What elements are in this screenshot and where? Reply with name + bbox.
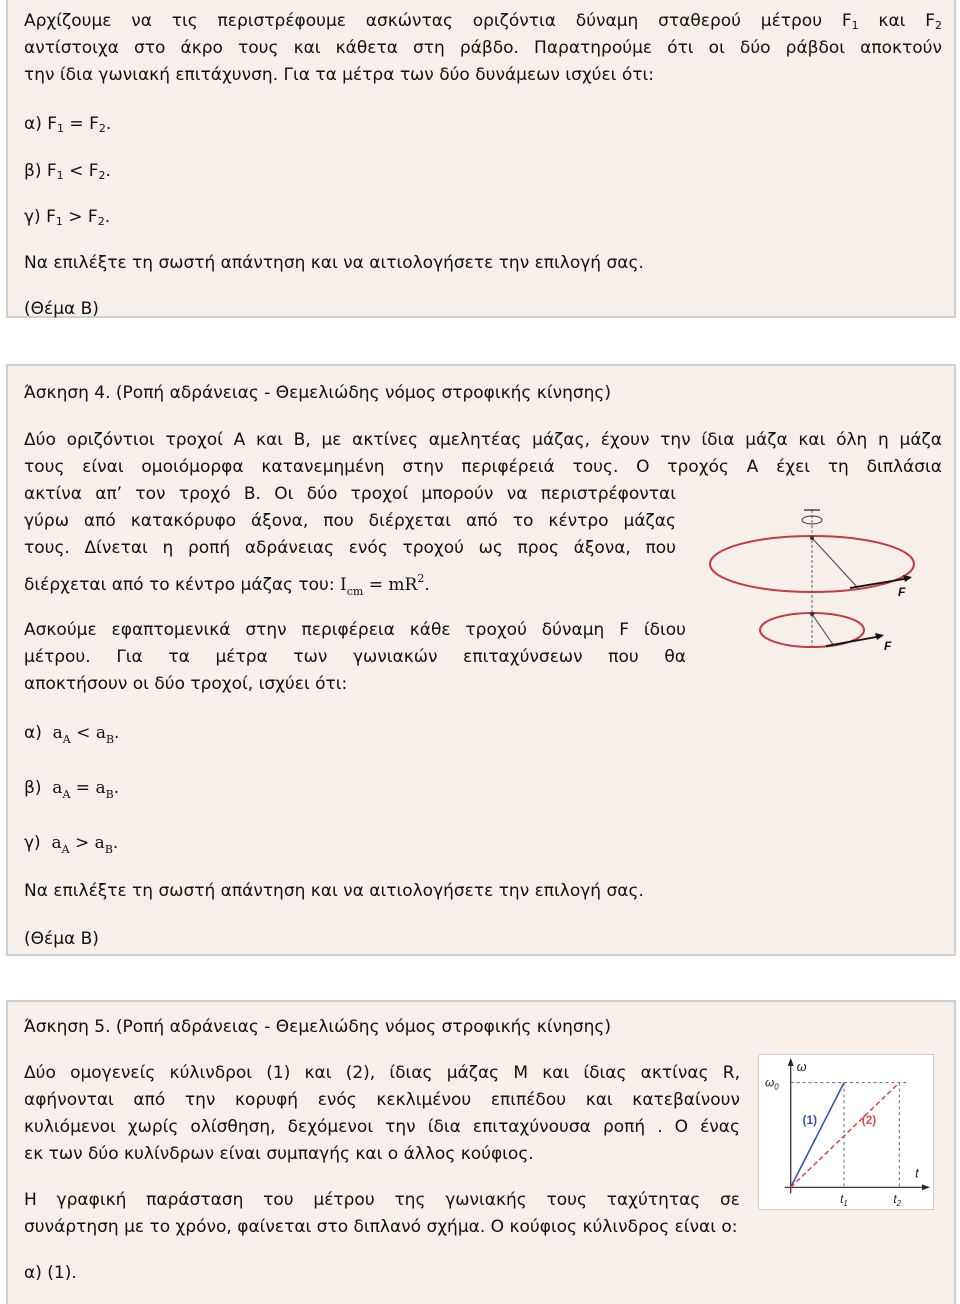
wheel-a (710, 536, 914, 592)
instruction: Να επιλέξτε τη σωστή απάντηση και να αιτιολογήσετε την επιλογή σας. (24, 253, 644, 273)
ex5-paragraph2-line-2: συνάρτηση με το χρόνο, φαίνεται στο διπλανό σχήμα. Ο κούφιος κύλινδρος είναι ο: (24, 1217, 738, 1237)
ex5-paragraph-line-4: εκ των δύο κυλίνδρων είναι συμπαγής και ο άλλος κούφιος. (24, 1144, 534, 1164)
option-a: α) $F_1 = F_2$. (24, 114, 112, 135)
question-box-previous (6, 0, 956, 318)
omega0-label: ω (765, 1075, 775, 1090)
ex4-paragraph-line-5: τους. Δίνεται η ροπή αδράνειας ενός τροχού ως προς άξονα, που (24, 538, 676, 558)
svg-text:t1 (840, 1192, 848, 1208)
theme-label: (Θέμα Β) (24, 299, 99, 319)
ex4-option-c: γ) $a_A > a_B$. (24, 833, 119, 856)
ex4-paragraph-line-1: Δύο οριζόντιοι τροχοί Α και Β, με ακτίνες αμελητέας μάζας, έχουν την ίδια μάζα και όλη η μάζα (24, 430, 942, 450)
omega-axis-label: ω (796, 1058, 807, 1074)
exercise-4-box (6, 364, 956, 956)
option-b: β) $F_1 < F_2$. (24, 161, 111, 182)
wheel-a-radius (812, 538, 858, 588)
ex5-paragraph-line-1: Δύο ομογενείς κύλινδροι (1) και (2), ίδιας μάζας Μ και ίδιας ακτίνας R, (24, 1063, 740, 1083)
ex4-paragraph2-line-2: μέτρου. Για τα μέτρα των γωνιακών επιταχύνσεων που θα (24, 647, 686, 667)
ex5-paragraph-line-3: κυλιόμενοι χωρίς ολίσθηση, δεχόμενοι την ίδια επιταχύνουσα ροπή . Ο ένας (24, 1117, 740, 1137)
series-2-label: (2) (861, 1113, 877, 1128)
ex4-instruction: Να επιλέξτε τη σωστή απάντηση και να αιτιολογήσετε την επιλογή σας. (24, 881, 644, 901)
ex5-option-a: α) (1). (24, 1263, 77, 1283)
intro-line-1: Αρχίζουμε να τις περιστρέφουμε ασκώντας οριζόντια δύναμη σταθερού μέτρου $F_1$ και $F_2$ (24, 11, 942, 32)
svg-text:ω0 (765, 1076, 779, 1092)
series-1-label: (1) (802, 1113, 818, 1128)
ex4-paragraph-line-4: γύρω από κατακόρυφο άξονα, που διέρχεται από το κέντρο μάζας (24, 511, 676, 531)
ex4-option-b: β) $a_A = a_B$. (24, 778, 120, 801)
time-axis-label: t (915, 1165, 919, 1181)
force-label-a: F (898, 585, 906, 599)
ex5-paragraph2-line-1: Η γραφική παράσταση του μέτρου της γωνιακής τους ταχύτητας σε (24, 1190, 740, 1210)
exercise-4-title: Άσκηση 4. (Ροπή αδράνειας - Θεμελιώδης νόμος στροφικής κίνησης) (24, 383, 611, 403)
omega0-sub: 0 (774, 1082, 779, 1092)
intro-line-3: την ίδια γωνιακή επιτάχυνση. Για τα μέτρα των δύο δυνάμεων ισχύει ότι: (24, 65, 654, 85)
exercise-5-title: Άσκηση 5. (Ροπή αδράνειας - Θεμελιώδης νόμος στροφικής κίνησης) (24, 1017, 611, 1037)
wheel-b-radius (812, 614, 834, 646)
exercise-5-box (6, 1000, 956, 1304)
ex4-paragraph-line-3: ακτίνα απ’ τον τροχό Β. Οι δύο τροχοί μπορούν να περιστρέφονται (24, 484, 676, 504)
svg-text:t2 (893, 1192, 901, 1208)
t2-label: t (893, 1192, 897, 1207)
t1-sub: 1 (843, 1199, 848, 1209)
t2-sub: 2 (896, 1199, 902, 1209)
intro-line-2: αντίστοιχα στο άκρο τους και κάθετα στη ράβδο. Παρατηρούμε ότι οι δύο ράβδοι αποκτούν (24, 38, 942, 58)
ex5-paragraph-line-2: αφήνονται από την κορυφή ενός κεκλιμένου επιπέδου και κατεβαίνουν (24, 1090, 740, 1110)
ex4-paragraph2-line-3: αποκτήσουν οι δύο τροχοί, ισχύει ότι: (24, 674, 348, 694)
ex4-paragraph-line-2: τους είναι ομοιόμορφα κατανεμημένη στην περιφέρειά τους. Ο τροχός Α έχει τη διπλάσια (24, 457, 942, 477)
wheels-figure (700, 502, 950, 652)
angular-velocity-graph (758, 1054, 934, 1210)
force-label-b: F (884, 639, 892, 652)
force-arrow-b (826, 636, 882, 646)
ex4-formula-line: διέρχεται από το κέντρο μάζας του: $I_{cm} = mR^2$. (24, 572, 430, 598)
series-1-line (791, 1083, 844, 1188)
t1-label: t (840, 1192, 844, 1207)
ex4-theme-label: (Θέμα Β) (24, 929, 99, 949)
series-2-line (791, 1083, 900, 1188)
ex4-paragraph2-line-1: Ασκούμε εφαπτομενικά στην περιφέρεια κάθε τροχού δύναμη F ίδιου (24, 620, 686, 640)
ex4-option-a: α) $a_A < a_B$. (24, 723, 120, 746)
option-c: γ) $F_1 > F_2$. (24, 207, 111, 228)
